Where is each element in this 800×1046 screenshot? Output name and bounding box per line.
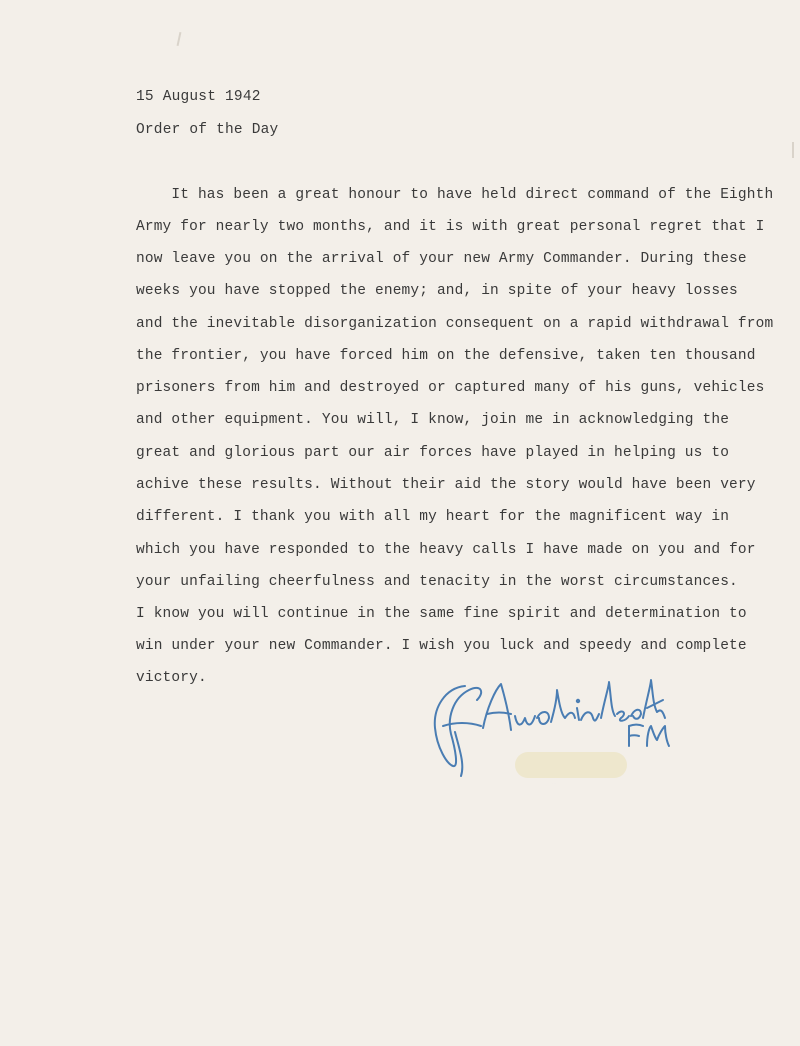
body-line: win under your new Commander. I wish you luck and speedy and complete: [136, 638, 747, 654]
body-line: and other equipment. You will, I know, join me in acknowledging the: [136, 412, 730, 428]
body-line: achive these results. Without their aid the story would have been very: [136, 477, 756, 493]
body-line: prisoners from him and destroyed or captured many of his guns, vehicles: [136, 380, 765, 396]
document-date: 15 August 1942: [136, 89, 261, 105]
body-line: I know you will continue in the same fine spirit and determination to: [136, 606, 747, 622]
body-line: different. I thank you with all my heart for the magnificent way in: [136, 509, 730, 525]
paper-mark: [177, 32, 182, 46]
body-line: and the inevitable disorganization consequent on a rapid withdrawal from: [136, 316, 774, 332]
body-line: which you have responded to the heavy calls I have made on you and for: [136, 542, 756, 558]
body-line: your unfailing cheerfulness and tenacity in the worst circumstances.: [136, 574, 738, 590]
document-title: Order of the Day: [136, 122, 279, 138]
paper-mark: [792, 142, 794, 158]
handwritten-signature: [425, 668, 685, 788]
body-line: It has been a great honour to have held direct command of the Eighth: [136, 187, 774, 203]
body-line: victory.: [136, 670, 207, 686]
signature-label: [550, 783, 560, 785]
body-line: now leave you on the arrival of your new Army Commander. During these: [136, 251, 747, 267]
body-line: great and glorious part our air forces have played in helping us to: [136, 445, 730, 461]
body-line: weeks you have stopped the enemy; and, in spite of your heavy losses: [136, 283, 738, 299]
body-line: Army for nearly two months, and it is with great personal regret that I: [136, 219, 765, 235]
body-line: the frontier, you have forced him on the defensive, taken ten thousand: [136, 348, 756, 364]
